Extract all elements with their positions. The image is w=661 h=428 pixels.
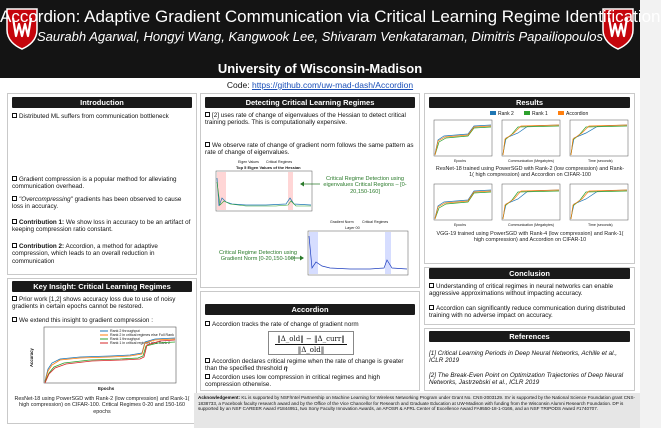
author-list: Saurabh Agarwal, Hongyi Wang, Kangwook Lee, Shivaram Venkataraman, Dimitris Papailiopoulos — [36, 29, 604, 44]
ack-text: KL is supported by NSF/Intel Partnership on Machine Learning for Wireless Networking Program under Grant No. CNS-2003129. SV is supported by the National Science Foundation grant CNS-1838733, a Facebook faculty research award and by the Office of the Vice Chancellor for Research and Graduate Education at UW-Madison with funding from the Wisconsin Alumni Research Foundation. DP is supported by an NSF CAREER Award #1844951, two Sony Faculty Innovation Awards, an AFOSR & AFRL Center of Excellence Award FA9550-18-1-0166, and an NSF TRIPODS Award #1740707. — [198, 395, 635, 411]
poster-title: Accordion: Adaptive Gradient Communication via Critical Learning Regime Identification — [0, 7, 661, 26]
accordion-point-2: Accordion declares critical regime when the rate of change is greater than the specified threshold η — [205, 358, 404, 373]
svg-text:Critical Regimes: Critical Regimes — [266, 160, 293, 164]
svg-text:Rank 1: Rank 1 — [532, 111, 548, 117]
checkbox-icon — [12, 219, 17, 224]
checkbox-icon — [205, 358, 210, 363]
svg-text:Accordion: Accordion — [566, 111, 589, 117]
accordion-point-1: Accordion tracks the rate of change of gradient norm — [205, 321, 415, 328]
checkbox-icon — [429, 283, 434, 288]
checkbox-icon — [12, 296, 17, 301]
conclusion-point-1: Understanding of critical regimes in neural networks can enable aggressive approximations without impacting accuracy. — [429, 283, 614, 298]
svg-text:Rank 1 in critical regimes els: Rank 1 in critical regimes else Rank 2 — [110, 341, 171, 346]
results-vgg-charts — [428, 182, 632, 228]
results-heading: Results — [429, 97, 630, 108]
ack-label: Acknowledgement: — [198, 395, 241, 400]
checkbox-icon — [205, 142, 210, 147]
formula-numerator: ‖Δ_old‖ − ‖Δ_curr‖ — [277, 335, 345, 343]
key-insight-heading: Key Insight: Critical Learning Regimes — [12, 281, 192, 292]
eigen-chart-title: Top 5 Eigen Values of the Hessian — [236, 165, 301, 170]
insight-caption: ResNet-18 using PowerSGD with Rank-2 (low compression) and Rank-1( high compression) on CIFAR-100. Critical Regimes 0-20 and 150-160 epochs — [14, 396, 190, 415]
formula-denominator: ‖Δ_old‖ — [297, 346, 325, 354]
gradient-norm-chart — [300, 218, 412, 280]
introduction-heading: Introduction — [12, 97, 192, 108]
conclusion-heading: Conclusion — [429, 268, 630, 279]
acknowledgement — [194, 393, 640, 428]
intro-point-1: Distributed ML suffers from communication bottleneck — [12, 113, 192, 120]
accordion-heading: Accordion — [205, 304, 415, 315]
svg-text:Rank 2: Rank 2 — [498, 111, 514, 117]
accordion-point-3: Accordion uses low compression in critical regimes and high compression otherwise. — [205, 374, 380, 389]
checkbox-icon — [12, 176, 17, 181]
svg-text:Communication (Megabytes): Communication (Megabytes) — [508, 159, 554, 163]
svg-text:Time (seconds): Time (seconds) — [588, 223, 613, 227]
annotation-arrow-1 — [300, 180, 320, 188]
svg-text:Epochs: Epochs — [454, 159, 466, 163]
insight-xlabel: Epochs — [98, 386, 115, 391]
checkbox-icon — [12, 243, 17, 248]
checkbox-icon — [205, 321, 210, 326]
reference-2: [2] The Break-Even Point on Optimization Trajectories of Deep Neural Networks, Jastrzebski et al., ICLR 2019 — [429, 372, 624, 387]
insight-point-2: We extend this insight to gradient compression : — [12, 317, 192, 324]
results-resnet-charts — [428, 118, 632, 164]
references-heading: References — [429, 331, 630, 342]
svg-text:Rank 2 throughput: Rank 2 throughput — [110, 329, 140, 334]
intro-point-4: Contribution 1: We show loss in accuracy to be an artifact of keeping compression ratio constant. — [12, 219, 191, 234]
checkbox-icon — [205, 112, 210, 117]
checkbox-icon — [205, 374, 210, 379]
results-legend — [488, 109, 608, 117]
gradient-norm-formula — [268, 331, 354, 355]
code-line — [0, 80, 640, 91]
intro-point-5: Contribution 2: Accordion, a method for adaptive compression, which leads to an overall reduction in communication — [12, 243, 158, 265]
checkbox-icon — [429, 305, 434, 310]
intro-point-3: "Overcompressing" gradients has been observed to cause loss in accuracy. — [12, 196, 182, 211]
detecting-heading: Detecting Critical Learning Regimes — [205, 97, 415, 108]
svg-text:Rank 2 in critical regimes els: Rank 2 in critical regimes else Full Rank — [110, 333, 174, 338]
svg-text:Communication (Megabytes): Communication (Megabytes) — [508, 223, 554, 227]
detecting-point-2: We observe rate of change of gradient norm follows the same pattern as rate of change of eigenvalues. — [205, 142, 414, 157]
insight-accuracy-chart — [30, 325, 180, 393]
svg-text:Eigen Values: Eigen Values — [238, 160, 259, 164]
checkbox-icon — [12, 113, 17, 118]
svg-text:Time (seconds): Time (seconds) — [588, 159, 613, 163]
svg-text:Critical Regimes: Critical Regimes — [362, 220, 389, 224]
gradnorm-annotation: Critical Regime Detection using Gradient Norm [0-20,150-160] — [218, 250, 298, 263]
svg-text:Rank 1 throughput: Rank 1 throughput — [110, 337, 140, 342]
svg-text:Epochs: Epochs — [454, 223, 466, 227]
conclusion-point-2: Accordion can significantly reduce communication during distributed training with no adverse impact on accuracy. — [429, 305, 626, 320]
university-name: University of Wisconsin-Madison — [217, 61, 423, 76]
reference-1: [1] Critical Learning Periods in Deep Neural Networks, Achille et al., ICLR 2019 — [429, 350, 618, 365]
checkbox-icon — [12, 196, 17, 201]
code-link[interactable]: https://github.com/uw-mad-dash/Accordion — [251, 80, 414, 90]
code-label: Code: — [226, 80, 252, 90]
results-caption-1: ResNet-18 trained using PowerSGD with Rank-2 (low compression) and Rank-1( high compression) and Accordion on CIFAR-100 — [435, 166, 625, 179]
insight-point-1: Prior work [1,2] shows accuracy loss due to use of noisy gradients in certain epochs cannot be restored. — [12, 296, 176, 311]
results-caption-2: VGG-19 trained using PowerSGD with Rank-4 (low compression) and Rank-1( high compression) and Accordion on CIFAR-10 — [436, 231, 624, 244]
insight-ylabel: Accuracy — [29, 348, 34, 367]
eigen-annotation: Critical Regime Detection using eigenvalues Critical Regions – [0-20,150-160] — [323, 176, 407, 195]
svg-text:Layer 00: Layer 00 — [345, 226, 360, 230]
checkbox-icon — [12, 317, 17, 322]
detecting-point-1: [2] uses rate of change of eigenvalues of the Hessian to detect critical training periods. This is computationally expensive. — [205, 112, 406, 127]
svg-text:Gradient Norm: Gradient Norm — [330, 220, 354, 224]
intro-point-2: Gradient compression is a popular method for alleviating communication overhead. — [12, 176, 177, 191]
annotation-arrow-2 — [290, 254, 304, 262]
